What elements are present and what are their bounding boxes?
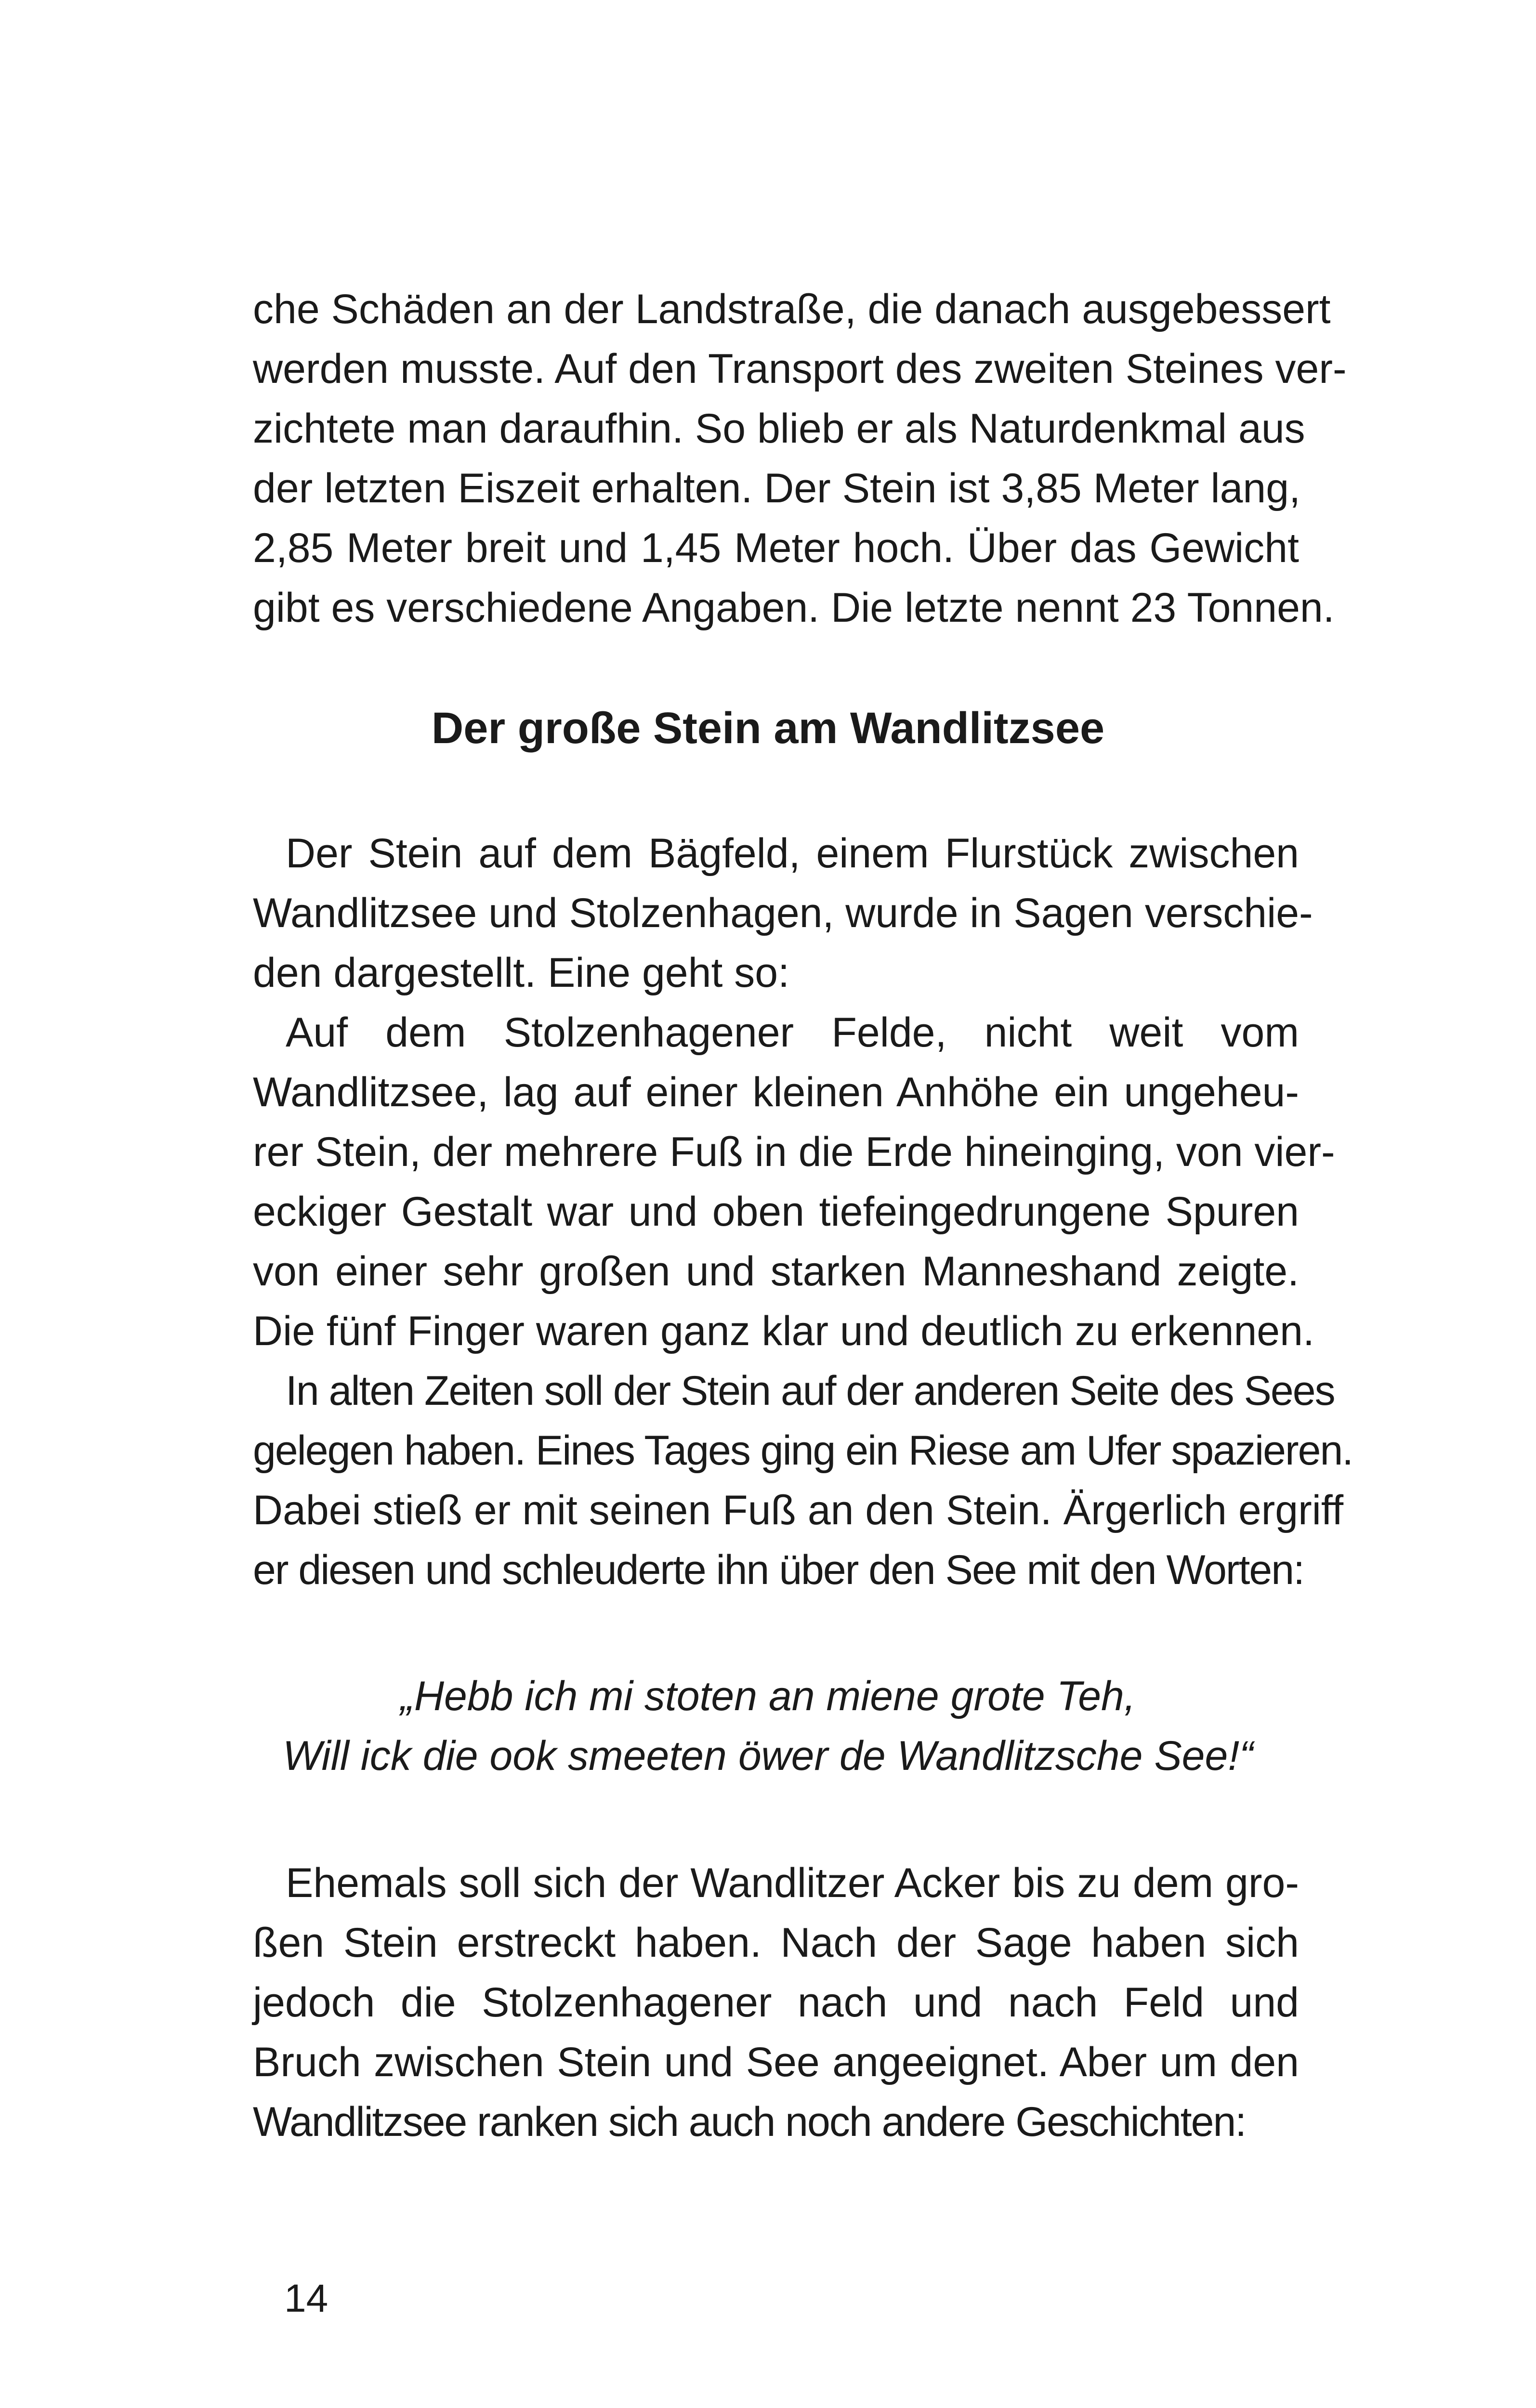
text-line: Bruch zwischen Stein und See angeeignet. Aber um den [253, 2039, 1299, 2085]
text-line: eckiger Gestalt war und oben tiefeingedrungene Spuren [253, 1189, 1299, 1235]
text-line: zichtete man daraufhin. So blieb er als Naturdenkmal aus [253, 406, 1305, 452]
section-heading: Der große Stein am Wandlitzsee [431, 704, 1105, 753]
text-line: In alten Zeiten soll der Stein auf der anderen Seite des Sees [286, 1368, 1335, 1414]
text-line: jedoch die Stolzenhagener nach und nach Feld und [253, 1979, 1299, 2026]
text-line: von einer sehr großen und starken Manneshand zeigte. [253, 1248, 1299, 1295]
text-line: Dabei stieß er mit seinen Fuß an den Stein. Ärgerlich ergriff [253, 1487, 1344, 1533]
text-line: gelegen haben. Eines Tages ging ein Riese am Ufer spazieren. [253, 1427, 1353, 1474]
page-number: 14 [284, 2277, 328, 2320]
text-line: rer Stein, der mehrere Fuß in die Erde hineinging, von vier- [253, 1129, 1335, 1175]
text-line: Wandlitzsee ranken sich auch noch andere Geschichten: [253, 2099, 1246, 2145]
text-line: er diesen und schleuderte ihn über den See mit den Worten: [253, 1547, 1304, 1593]
text-line: che Schäden an der Landstraße, die danach ausgebessert [253, 286, 1331, 332]
text-line: Die fünf Finger waren ganz klar und deutlich zu erkennen. [253, 1308, 1314, 1354]
text-line: Wandlitzsee, lag auf einer kleinen Anhöhe ein ungeheu- [253, 1069, 1299, 1115]
text-line: gibt es verschiedene Angaben. Die letzte nennt 23 Tonnen. [253, 585, 1335, 631]
text-line: den dargestellt. Eine geht so: [253, 950, 789, 996]
text-line: 2,85 Meter breit und 1,45 Meter hoch. Über das Gewicht [253, 525, 1299, 571]
verse-line: Will ick die ook smeeten öwer de Wandlitzsche See!“ [283, 1733, 1253, 1779]
text-line: Der Stein auf dem Bägfeld, einem Flurstück zwischen [286, 830, 1299, 877]
text-line: Auf dem Stolzenhagener Felde, nicht weit vom [286, 1009, 1299, 1056]
text-line: Ehemals soll sich der Wandlitzer Acker bis zu dem gro- [286, 1860, 1299, 1906]
text-line: der letzten Eiszeit erhalten. Der Stein ist 3,85 Meter lang, [253, 465, 1300, 511]
verse-line: „Hebb ich mi stoten an miene grote Teh, [400, 1673, 1136, 1719]
text-line: ßen Stein erstreckt haben. Nach der Sage haben sich [253, 1920, 1299, 1966]
text-line: werden musste. Auf den Transport des zweiten Steines ver- [253, 346, 1347, 392]
text-line: Wandlitzsee und Stolzenhagen, wurde in Sagen verschie- [253, 890, 1313, 936]
